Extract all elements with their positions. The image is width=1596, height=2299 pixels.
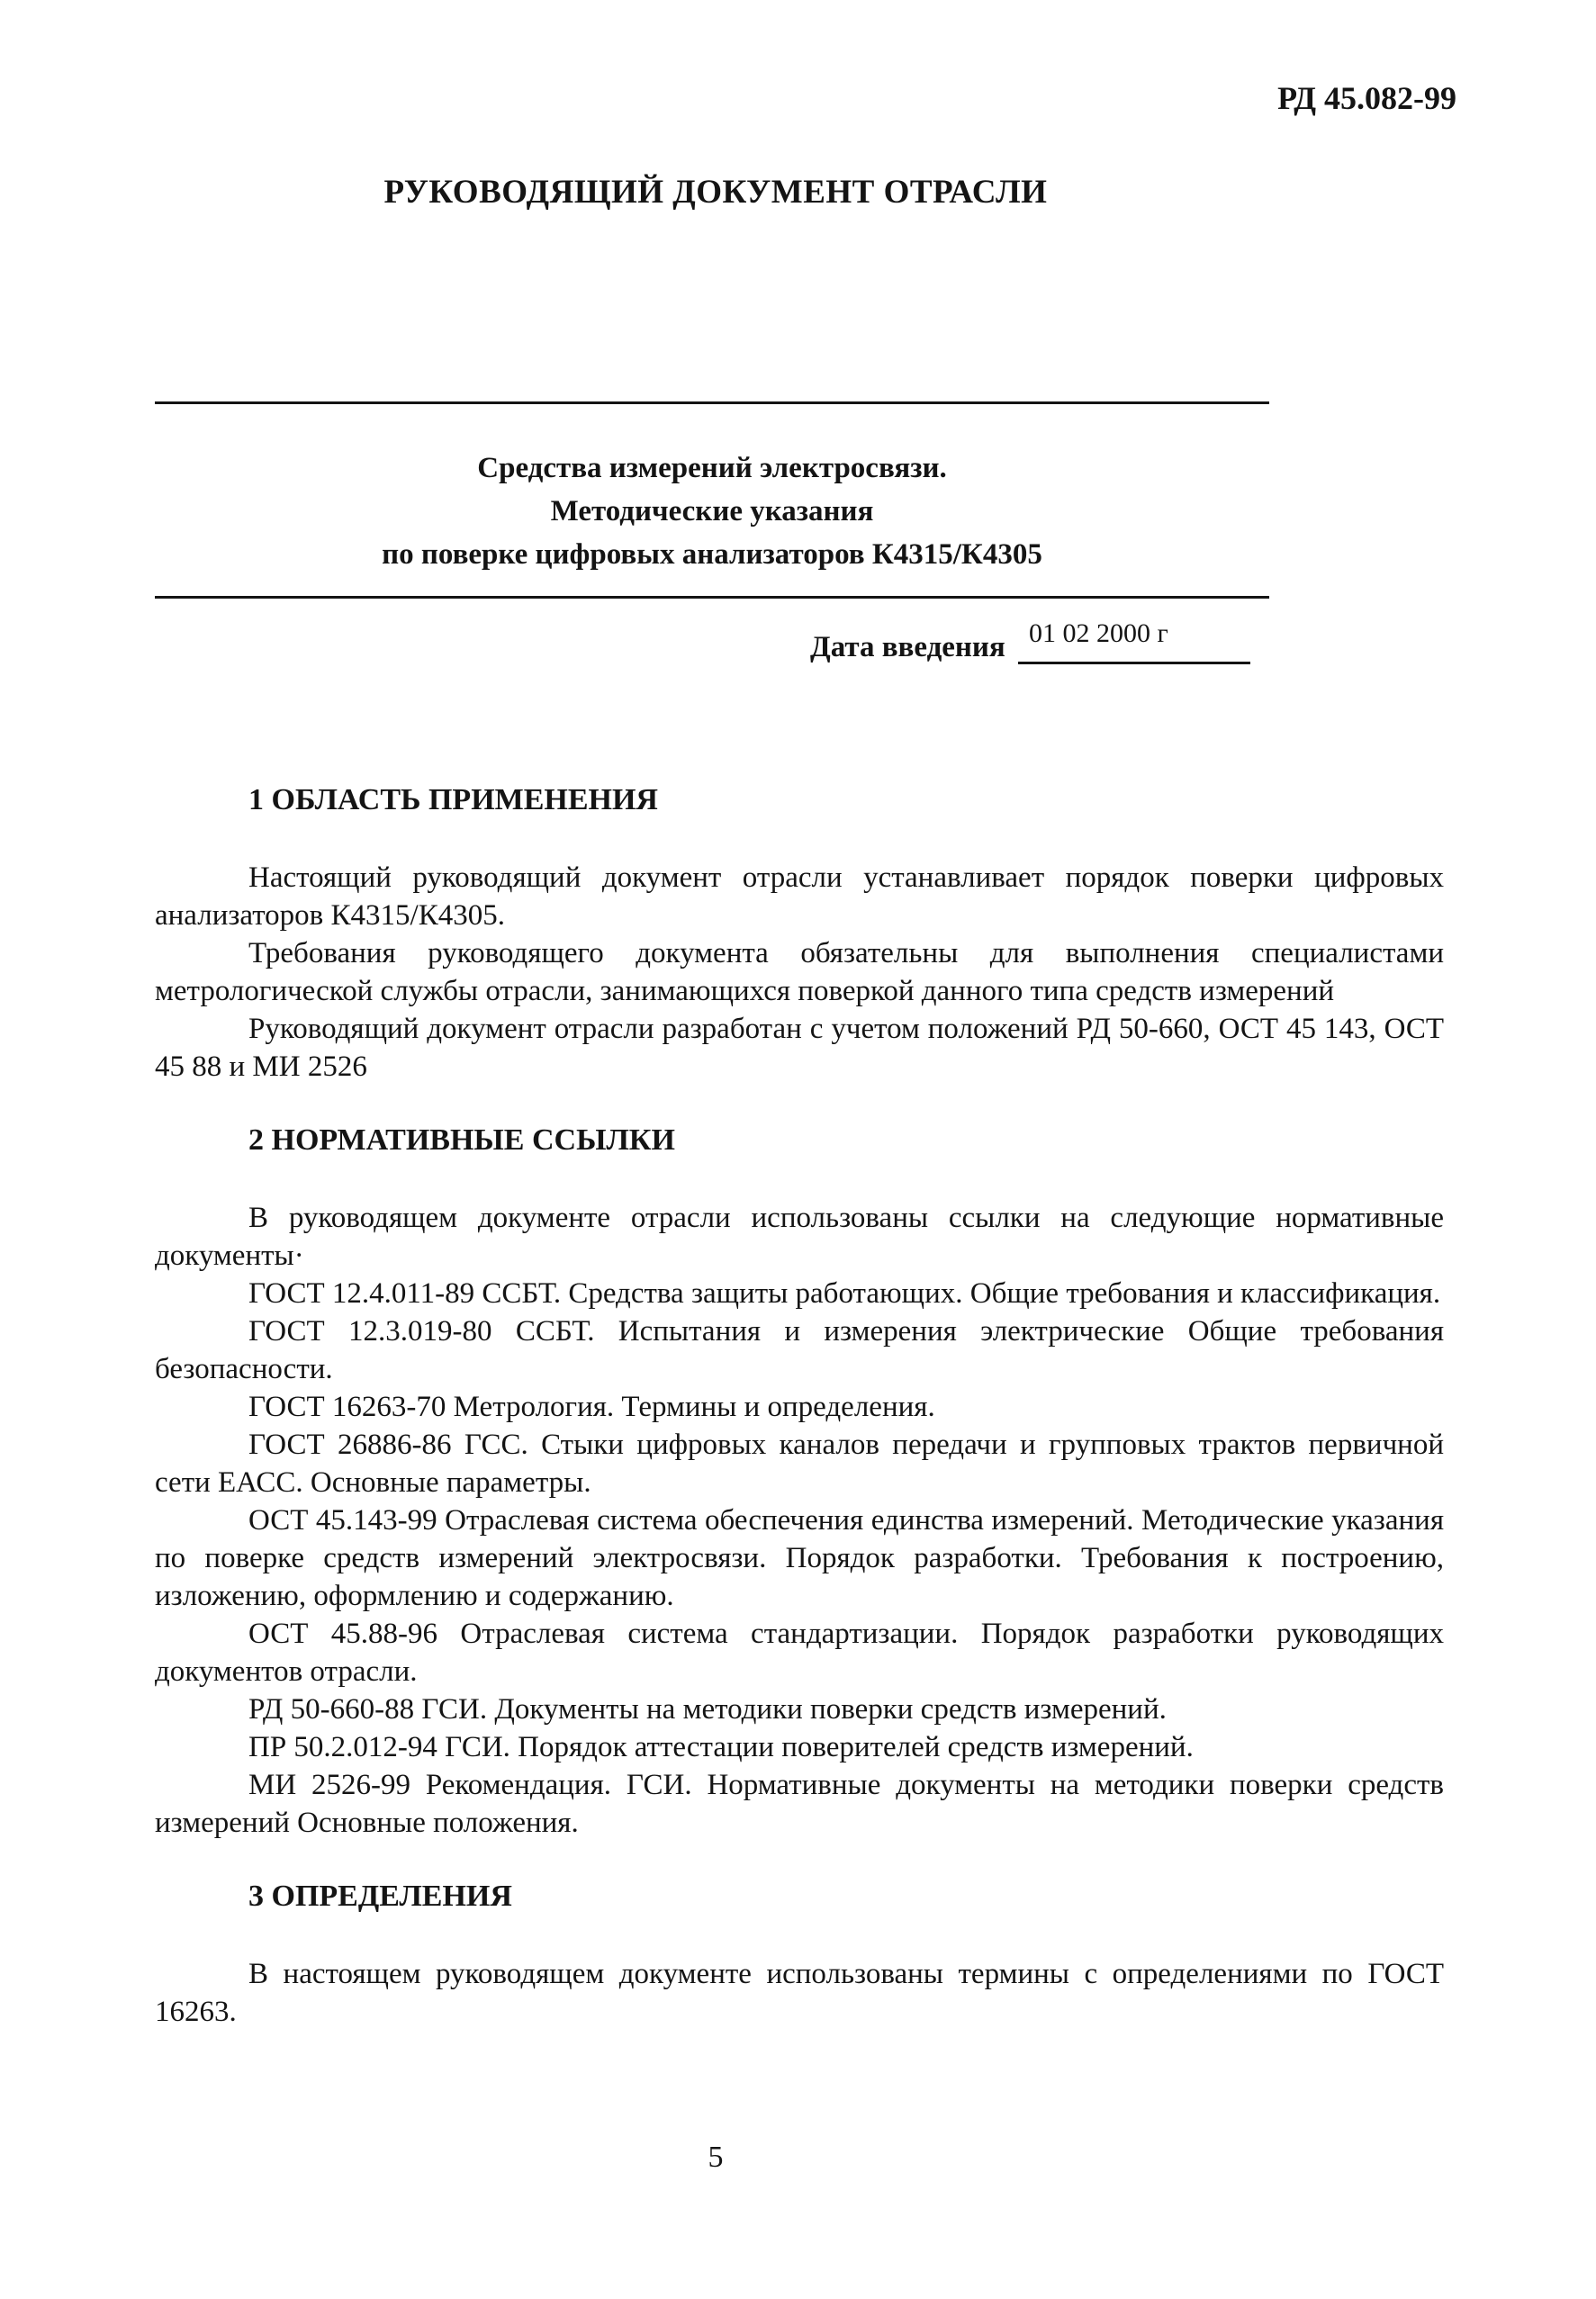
introduction-date-label: Дата введения — [810, 631, 1005, 663]
reference-item: РД 50-660-88 ГСИ. Документы на методики поверки средств измерений. — [248, 1693, 1167, 1726]
subtitle-line-3: по поверке цифровых анализаторов К4315/К4305 — [382, 538, 1042, 571]
subtitle-line-2: Методические указания — [550, 495, 874, 527]
reference-item: МИ 2526-99 Рекомендация. ГСИ. Нормативные документы на методики поверки средств измерений Основные положения. — [155, 1769, 1444, 1839]
reference-item: ОСТ 45.143-99 Отраслевая система обеспечения единства измерений. Методические указания по поверке средств измерений электросвязи. Порядок разработки. Требования к построению, изложению, оформлению и содержанию. — [155, 1504, 1444, 1612]
section-heading-definitions: 3 ОПРЕДЕЛЕНИЯ — [248, 1880, 512, 1913]
main-title: РУКОВОДЯЩИЙ ДОКУМЕНТ ОТРАСЛИ — [383, 174, 1048, 211]
bottom-divider — [155, 596, 1269, 599]
section-heading-scope: 1 ОБЛАСТЬ ПРИМЕНЕНИЯ — [248, 783, 658, 816]
document-subtitle — [155, 446, 1269, 576]
document-body — [155, 781, 1444, 2031]
paragraph: В руководящем документе отрасли использованы ссылки на следующие нормативные документы· — [155, 1202, 1444, 1272]
reference-item: ГОСТ 12.4.011-89 ССБТ. Средства защиты работающих. Общие требования и классификация. — [248, 1277, 1441, 1310]
reference-item: ГОСТ 26886-86 ГСС. Стыки цифровых каналов передачи и групповых трактов первичной сети ЕАСС. Основные параметры. — [155, 1429, 1444, 1499]
reference-item: ПР 50.2.012-94 ГСИ. Порядок аттестации поверителей средств измерений. — [248, 1731, 1194, 1763]
reference-item: ГОСТ 12.3.019-80 ССБТ. Испытания и измерения электрические Общие требования безопасности. — [155, 1315, 1444, 1385]
document-code: РД 45.082-99 — [1277, 80, 1456, 116]
introduction-date-field — [1018, 618, 1250, 664]
section-heading-references: 2 НОРМАТИВНЫЕ ССЫЛКИ — [248, 1123, 675, 1157]
page-number: 5 — [708, 2141, 724, 2174]
paragraph: Руководящий документ отрасли разработан с учетом положений РД 50-660, ОСТ 45 143, ОСТ 45 88 и МИ 2526 — [155, 1013, 1444, 1083]
introduction-date-value: 01 02 2000 г — [1029, 618, 1168, 648]
reference-item: ГОСТ 16263-70 Метрология. Термины и определения. — [248, 1391, 935, 1423]
reference-item: ОСТ 45.88-96 Отраслевая система стандартизации. Порядок разработки руководящих документов отрасли. — [155, 1618, 1444, 1688]
paragraph: Требования руководящего документа обязательны для выполнения специалистами метрологической службы отрасли, занимающихся поверкой данного типа средств измерений — [155, 937, 1444, 1007]
introduction-date — [810, 618, 1250, 664]
top-divider — [155, 401, 1269, 404]
paragraph: В настоящем руководящем документе использованы термины с определениями по ГОСТ 16263. — [155, 1958, 1444, 2028]
paragraph: Настоящий руководящий документ отрасли устанавливает порядок поверки цифровых анализаторов К4315/К4305. — [155, 861, 1444, 932]
subtitle-line-1: Средства измерений электросвязи. — [477, 452, 947, 484]
